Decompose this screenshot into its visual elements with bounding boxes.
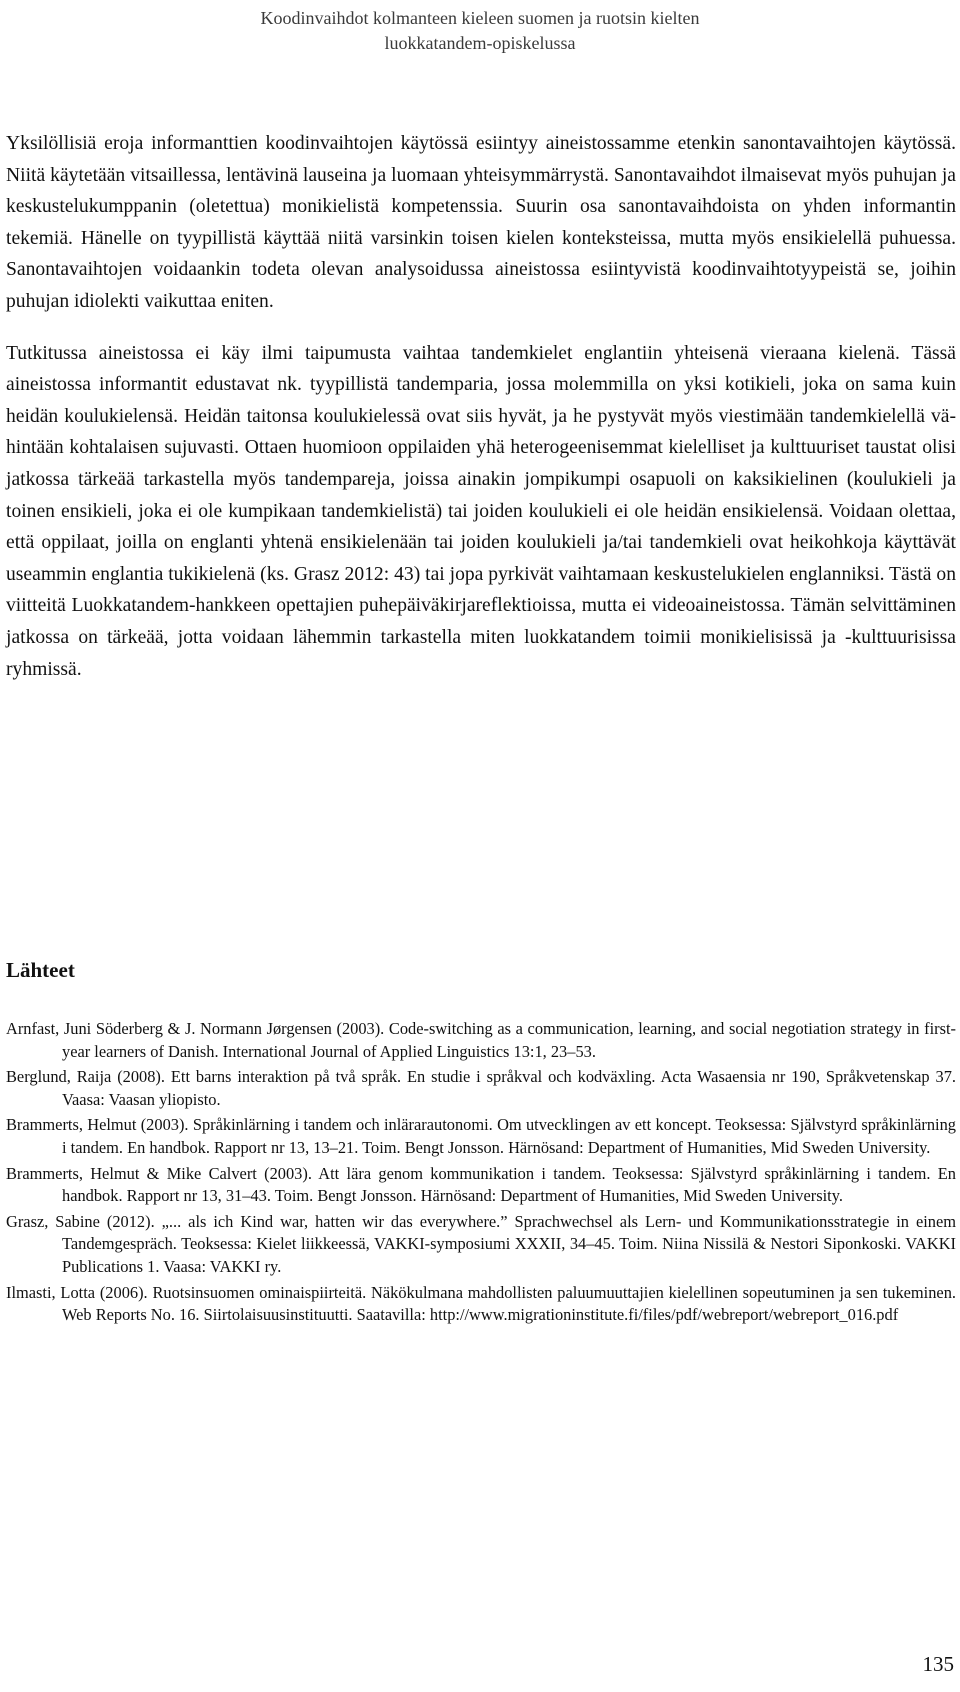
- running-header-line-1: Koodinvaihdot kolmanteen kieleen suomen ja ruotsin kielten: [260, 8, 700, 28]
- running-header: [0, 6, 960, 56]
- reference-arnfast-2003: Arnfast, Juni Söderberg & J. Normann Jørgensen (2003). Code-switching as a communication, learning, and social negotiation strategy in first-year learners of Danish. International Journal of Applied Linguistics 13:1, 23–53.: [6, 1019, 956, 1061]
- reference-list: [6, 1018, 956, 1330]
- reference-grasz-2012: Grasz, Sabine (2012). „... als ich Kind war, hatten wir das everywhere.” Sprachwechsel als Lern- und Kommunikationsstrategie in einem Tandemgespräch. Teoksessa: Kielet liikkeessä, VAKKI-symposiumi XXXII, 34–45. Toim. Niina Nissilä & Nestori Siponkoski. VAKKI Publications 1. Vaasa: VAKKI ry.: [6, 1211, 956, 1276]
- paragraph-idiolect: Yksilöllisiä eroja informanttien koodinvaihtojen käytössä esiintyy aineistossamme etenkin sanontavaihtojen käytössä. Niitä käytetään vitsaillessa, lentävinä lauseina ja luomaan yhteisymmärrystä. Sanontavaihdot ilmaisevat myös puhujan ja keskustelukumppanin (oletettua) monikielistä kompetenssia. Suurin osa sanontavaihdoista on yhden informantin tekemiä. Hänelle on tyypillistä käyttää niitä varsinkin toisen kielen konteksteissa, mutta myös ensikielellä puhuessa. Sanontavaihtojen voidaankin todeta olevan analysoidussa aineistossa esiintyvistä koodinvaihtotyypeistä se, joihin puhujan idiolekti vaikuttaa eniten.: [6, 133, 956, 312]
- reference-berglund-2008: Berglund, Raija (2008). Ett barns interaktion på två språk. En studie i språkval och kodväxling. Acta Wasaensia nr 190, Språkvetenskap 37. Vaasa: Vaasan yliopisto.: [6, 1067, 956, 1109]
- body-text: [6, 128, 956, 685]
- reference-brammerts-2003: Brammerts, Helmut (2003). Språkinlärning i tandem och inlärarautonomi. Om utvecklingen av ett koncept. Teoksessa: Självstyrd språkinlärning i tandem. En handbok. Rapport nr 13, 13–21. Toim. Bengt Jonsson. Härnösand: Department of Humanities, Mid Sweden University.: [6, 1115, 956, 1157]
- paragraph-english-lingua-franca: Tutkitussa aineistossa ei käy ilmi taipumusta vaihtaa tandemkielet englantiin yhteisenä vieraana kielenä. Tässä aineistossa informantit edustavat nk. tyypillistä tandemparia, jossa molemmilla on yksi kotikieli, joka on sama kuin heidän koulukielensä. Heidän taitonsa koulukielessä ovat siis hyvät, ja he pystyvät myös viestimään tandemkielellä vähintään kohtalaisen sujuvasti. Ottaen huomioon oppilaiden yhä heterogeenisemmat kielelliset ja kulttuuriset taustat olisi jatkossa tärkeää tarkastella myös tandempareja, joissa ainakin jompikumpi osapuoli on kaksikielinen (koulukieli ja toinen ensikieli, joka ei ole kumpikaan tandemkielistä) tai joiden koulukieli ei ole heidän ensikielensä. Voidaan olettaa, että oppilaat, joilla on englanti yhtenä ensikielenään tai joiden koulukieli ja/tai tandemkieli ovat heikohkoja käyttävät useammin englantia tukikielenä (ks. Grasz 2012: 43) tai jopa pyrkivät vaihtamaan keskustelukielen englanniksi. Tästä on viitteitä Luokkatandem-hankkeen opettajien puhepäiväkirjareflektioissa, mutta ei videoaineistossa. Tämän selvittäminen jatkossa on tärkeää, jotta voidaan lähemmin tarkastella miten luokkatandem toimii monikielisissä ja -kulttuurisissa ryhmissä.: [6, 342, 956, 680]
- running-header-line-2: luokkatandem-opiskelussa: [384, 33, 576, 53]
- reference-brammerts-calvert-2003: Brammerts, Helmut & Mike Calvert (2003). Att lära genom kommunikation i tandem. Teoksessa: Självstyrd språkinlärning i tandem. En handbok. Rapport nr 13, 31–43. Toim. Bengt Jonsson. Härnösand: Department of Humanities, Mid Sweden University.: [6, 1163, 956, 1206]
- reference-ilmasti-2006: Ilmasti, Lotta (2006). Ruotsinsuomen ominaispiirteitä. Näkökulmana mahdollisten paluumuuttajien kielellinen sopeutuminen ja sen tukeminen. Web Reports No. 16. Siirtolaisuusinstituutti. Saatavilla: http://www.migrationinstitute.fi/files/pdf/webreport/webreport_016.pdf: [6, 1282, 956, 1325]
- page-number: 135: [922, 1652, 954, 1676]
- references-heading: Lähteet: [6, 958, 75, 982]
